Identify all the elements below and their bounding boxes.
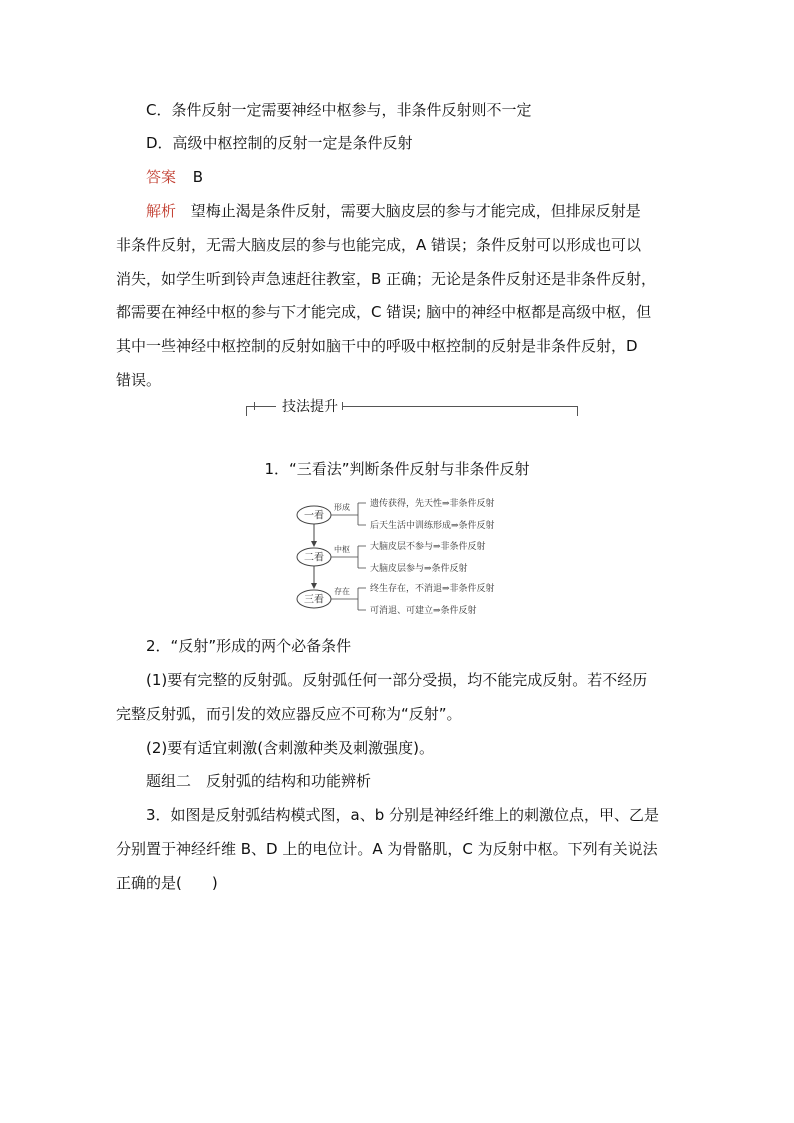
group-2-title: 题组二 反射弧的结构和功能辨析 <box>146 772 372 790</box>
option-c: C．条件反射一定需要神经中枢参与，非条件反射则不一定 <box>146 101 532 119</box>
step-2-brace <box>358 546 366 568</box>
step-3-circle-text: 三看 <box>304 594 324 606</box>
analysis-text-5: 其中一些神经中枢控制的反射如脑干中的呼吸中枢控制的反射是非条件反射，D <box>116 337 638 355</box>
tip-2-para-1a: (1)要有完整的反射弧。反射弧任何一部分受损，均不能完成反射。若不经历 <box>146 671 648 689</box>
step-2 <box>297 540 486 574</box>
section-tick-inner-right <box>342 402 343 410</box>
step-3 <box>297 582 495 616</box>
step-2-circle-text: 二看 <box>304 552 324 564</box>
three-look-diagram-svg <box>296 490 546 620</box>
analysis-text-1: 望梅止渴是条件反射，需要大脑皮层的参与才能完成，但排尿反射是 <box>190 202 641 220</box>
analysis-text-6: 错误。 <box>116 371 162 389</box>
analysis-label: 解析 <box>146 202 177 220</box>
tip-2-para-2: (2)要有适宜刺激(含刺激种类及刺激强度)。 <box>146 739 434 757</box>
step-3-branch-1: 终生存在，不消退⇒非条件反射 <box>370 584 495 594</box>
option-d: D．高级中枢控制的反射一定是条件反射 <box>146 134 413 152</box>
section-header <box>246 398 578 420</box>
step-1 <box>297 497 495 531</box>
tip-1-title: 1．“三看法”判断条件反射与非条件反射 <box>264 460 530 478</box>
answer-value: B <box>192 168 204 186</box>
answer-label: 答案 <box>146 168 177 186</box>
question-3-line-2: 分别置于神经纤维 B、D 上的电位计。A 为骨骼肌，C 为反射中枢。下列有关说法 <box>116 840 658 858</box>
step-1-branch-1: 遗传获得，先天性⇒非条件反射 <box>370 499 495 509</box>
step-3-branch-2: 可消退、可建立⇒条件反射 <box>370 606 477 616</box>
section-rule-right <box>342 406 578 407</box>
step-2-label: 中枢 <box>334 545 350 554</box>
step-2-branch-2: 大脑皮层参与⇒条件反射 <box>370 564 468 574</box>
question-3-line-3: 正确的是( ) <box>116 874 218 892</box>
section-tick-inner-left <box>254 402 255 410</box>
section-title: 技法提升 <box>276 398 344 416</box>
tip-2-title: 2．“反射”形成的两个必备条件 <box>146 637 352 655</box>
three-look-diagram <box>296 490 546 620</box>
step-1-branch-2: 后天生活中训练形成⇒条件反射 <box>370 521 495 531</box>
step-1-label: 形成 <box>334 503 350 512</box>
analysis-text-4: 都需要在神经中枢的参与下才能完成，C 错误; 脑中的神经中枢都是高级中枢，但 <box>116 303 652 321</box>
question-3-line-1: 3．如图是反射弧结构模式图，a、b 分别是神经纤维上的刺激位点，甲、乙是 <box>146 806 660 824</box>
step-2-branch-1: 大脑皮层不参与⇒非条件反射 <box>370 542 486 552</box>
section-tick-right <box>577 406 578 416</box>
tip-2-para-1b: 完整反射弧，而引发的效应器反应不可称为“反射”。 <box>116 705 462 723</box>
section-tick-left <box>246 406 247 416</box>
step-1-brace <box>358 503 366 525</box>
step-3-brace <box>358 588 366 610</box>
answer-line <box>146 167 203 187</box>
step-1-circle-text: 一看 <box>304 510 324 522</box>
step-3-label: 存在 <box>334 587 350 596</box>
analysis-line-1 <box>146 201 641 221</box>
analysis-text-3: 消失，如学生听到铃声急速赶往教室，B 正确；无论是条件反射还是非条件反射， <box>116 270 657 288</box>
section-rule-left <box>246 406 276 407</box>
analysis-text-2: 非条件反射，无需大脑皮层的参与也能完成，A 错误；条件反射可以形成也可以 <box>116 236 642 254</box>
